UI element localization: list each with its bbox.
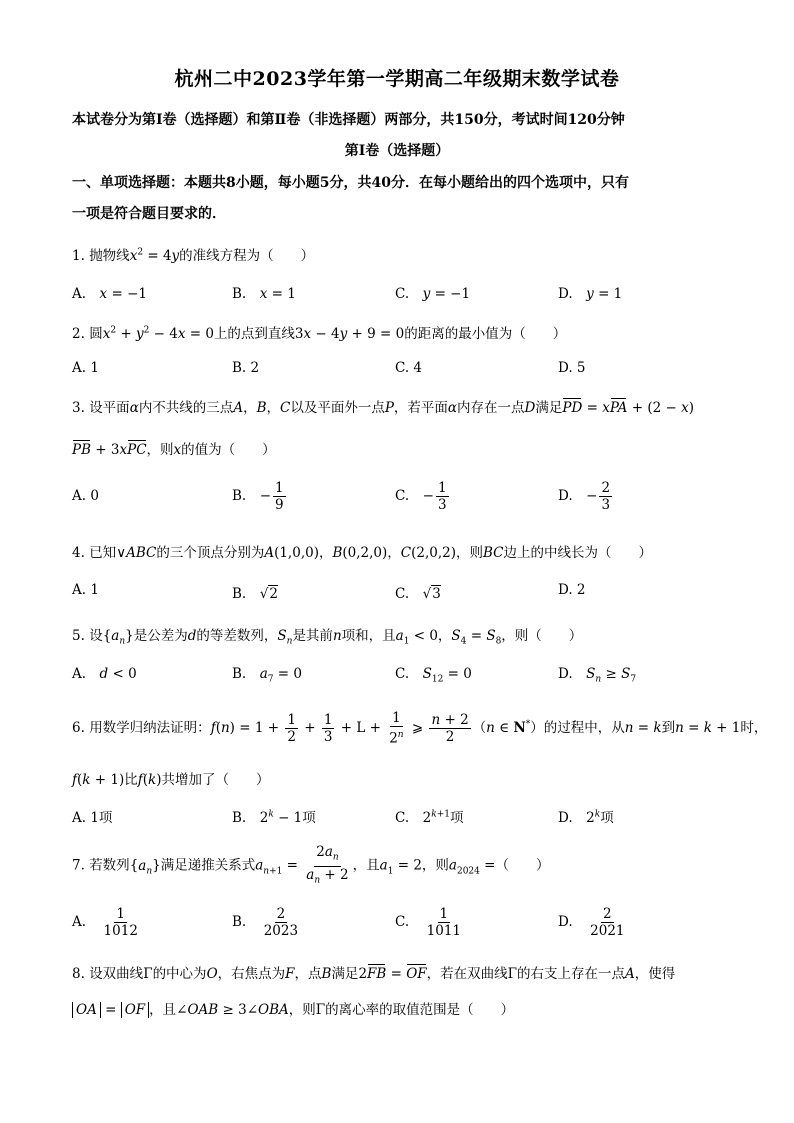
question-2: 2. 圆$x^2 + y^2 - 4x = 0$上的点到直线3x − 4y + 9 = 0的距离的最小值为（ ） — [72, 325, 567, 342]
question-6: 6. 用数学归纳法证明：f(n) = 1 + $\frac{1}{2}$ + $\frac{1}{3}$ + L + $\frac{1}{2^n}$ ⩾ $\frac{n + 2}{2}$ （n ∈ N*）的过程中，从n = k到n = k + 1时， — [72, 710, 768, 747]
option-d: D. 2 — [558, 582, 586, 598]
question-3: 3. 设平面α内不共线的三点A，B，C以及平面外一点P，若平面α内存在一点D满足PD = xPA + (2 − x) — [72, 400, 694, 416]
question-6-cont: f(k + 1)比f(k)共增加了（ ） — [72, 772, 270, 788]
option-d: D. $\frac{2}{2021}$ — [558, 906, 625, 939]
exam-intro: 本试卷分为第Ⅰ卷（选择题）和第Ⅱ卷（非选择题）两部分，共150分，考试时间120分钟 — [72, 112, 625, 128]
option-c: C. √3 — [395, 586, 441, 602]
option-c: C. y = −1 — [395, 286, 471, 302]
option-b: B. x = 1 — [232, 286, 296, 302]
section-heading-line1: 一、单项选择题：本题共8小题，每小题5分，共40分．在每小题给出的四个选项中，只有 — [72, 175, 629, 191]
question-8-cont: OA = OF ，且∠OAB ≥ 3∠OBA，则Γ的离心率的取值范围是（ ） — [72, 998, 514, 1018]
option-d: D. y = 1 — [558, 286, 623, 302]
option-d: D. $S_n \ge S_7$ — [558, 666, 637, 685]
page-title: 杭州二中2023学年第一学期高二年级期末数学试卷 — [174, 68, 620, 90]
option-b: B. $2^k - 1$项 — [232, 809, 316, 826]
question-7: 7. 若数列$\{a_n\}$满足递推关系式$a_{n+1}$ = $\frac{2a_n}{a_n + 2}$ ，且$a_1 = 2$，则$a_{2024}$ =（ ） — [72, 844, 550, 886]
option-b: B. 2 — [232, 360, 260, 376]
option-a: A. 1 — [72, 582, 99, 598]
option-c: C. $2^{k+1}$项 — [395, 809, 464, 826]
section-heading-line2: 一项是符合题目要求的． — [72, 206, 226, 222]
option-b: B. $\frac{2}{2023}$ — [232, 906, 299, 939]
question-8: 8. 设双曲线Γ的中心为O，右焦点为F，点B满足2FB = OF，若在双曲线Γ的右支上存在一点A，使得 — [72, 966, 676, 982]
question-5: 5. 设$\{a_n\}$是公差为d的等差数列，$S_n$是其前n项和，且$a_1 < 0$，$S_4 = S_8$，则（ ） — [72, 628, 583, 647]
option-a: A. 0 — [72, 488, 99, 504]
option-a: A. d < 0 — [72, 666, 137, 682]
option-c: C. $\frac{1}{1011}$ — [395, 906, 461, 939]
part-heading: 第Ⅰ卷（选择题） — [344, 143, 450, 159]
option-d: D. − $\frac{2}{3}$ — [558, 480, 611, 513]
option-a: A. 1 — [72, 360, 99, 376]
option-b: B. − $\frac{1}{9}$ — [232, 480, 284, 513]
option-a: A. $\frac{1}{1012}$ — [72, 906, 138, 939]
question-3-cont: PB + 3xPC，则x的值为（ ） — [72, 442, 276, 458]
question-1: 1. 抛物线$x^2 = 4y$的准线方程为（ ） — [72, 247, 315, 264]
option-c: C. 4 — [395, 360, 423, 376]
option-b: B. √2 — [232, 586, 278, 602]
option-d: D. 5 — [558, 360, 586, 376]
option-c: C. − $\frac{1}{3}$ — [395, 480, 447, 513]
option-d: D. 2$^k$项 — [558, 809, 614, 826]
option-c: C. $S_{12} = 0$ — [395, 666, 472, 685]
option-a: A. 1项 — [72, 810, 113, 826]
question-4: 4. 已知∨ABC的三个顶点分别为A(1,0,0)，B(0,2,0)，C(2,0,2)，则BC边上的中线长为（ ） — [72, 545, 653, 561]
option-a: A. x = −1 — [72, 286, 147, 302]
option-b: B. $a_7 = 0$ — [232, 666, 302, 685]
